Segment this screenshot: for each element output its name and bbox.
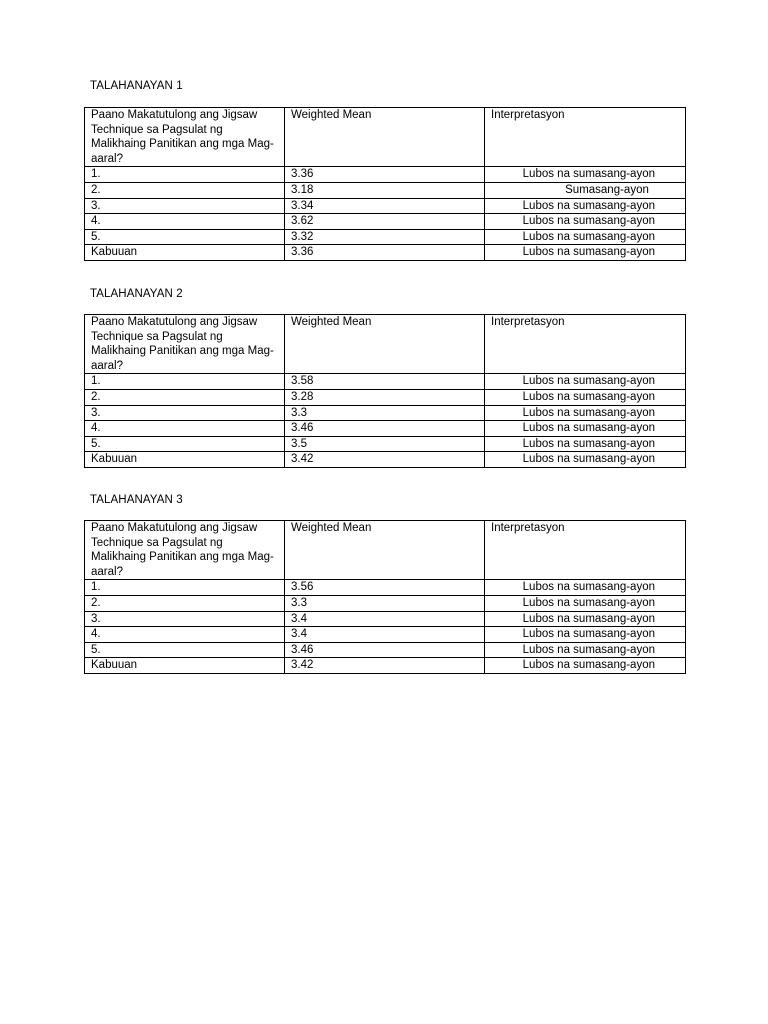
- row-interpretation: Lubos na sumasang-ayon: [485, 405, 686, 421]
- row-item: Kabuuan: [85, 452, 285, 468]
- row-item: 3.: [85, 405, 285, 421]
- header-question: Paano Makatutulong ang Jigsaw Technique sa Pagsulat ng Malikhaing Panitikan ang mga Mag-aaral?: [85, 315, 285, 374]
- row-interpretation: Lubos na sumasang-ayon: [485, 580, 686, 596]
- table-row: [85, 452, 686, 468]
- table-row: [85, 214, 686, 230]
- data-table: [84, 107, 686, 261]
- row-item: 1.: [85, 374, 285, 390]
- row-item: 4.: [85, 421, 285, 437]
- table-row: [85, 229, 686, 245]
- table-row: [85, 436, 686, 452]
- row-mean: 3.36: [285, 167, 485, 183]
- row-item: 5.: [85, 229, 285, 245]
- row-item: 2.: [85, 389, 285, 405]
- table-row: [85, 167, 686, 183]
- table-row: [85, 421, 686, 437]
- row-interpretation: Lubos na sumasang-ayon: [485, 436, 686, 452]
- table-row: [85, 580, 686, 596]
- table-row: [85, 611, 686, 627]
- row-mean: 3.34: [285, 198, 485, 214]
- row-mean: 3.36: [285, 245, 485, 261]
- row-mean: 3.42: [285, 658, 485, 674]
- row-interpretation: Lubos na sumasang-ayon: [485, 167, 686, 183]
- header-weighted-mean: Weighted Mean: [285, 108, 485, 167]
- table-row: [85, 182, 686, 198]
- header-interpretation: Interpretasyon: [485, 315, 686, 374]
- data-table: [84, 314, 686, 468]
- row-interpretation: Lubos na sumasang-ayon: [485, 229, 686, 245]
- row-mean: 3.56: [285, 580, 485, 596]
- table-title: TALAHANAYAN 2: [90, 288, 183, 300]
- row-interpretation: Lubos na sumasang-ayon: [485, 642, 686, 658]
- table-title: TALAHANAYAN 3: [90, 494, 183, 506]
- row-mean: 3.46: [285, 642, 485, 658]
- table-row: [85, 642, 686, 658]
- row-mean: 3.32: [285, 229, 485, 245]
- row-mean: 3.58: [285, 374, 485, 390]
- row-item: 4.: [85, 627, 285, 643]
- row-interpretation: Lubos na sumasang-ayon: [485, 198, 686, 214]
- row-item: Kabuuan: [85, 245, 285, 261]
- row-item: 2.: [85, 182, 285, 198]
- table-row: [85, 595, 686, 611]
- row-mean: 3.46: [285, 421, 485, 437]
- row-interpretation: Lubos na sumasang-ayon: [485, 245, 686, 261]
- row-interpretation: Lubos na sumasang-ayon: [485, 214, 686, 230]
- table-row: [85, 245, 686, 261]
- table-row: [85, 658, 686, 674]
- header-question: Paano Makatutulong ang Jigsaw Technique sa Pagsulat ng Malikhaing Panitikan ang mga Mag-aaral?: [85, 521, 285, 580]
- header-question: Paano Makatutulong ang Jigsaw Technique sa Pagsulat ng Malikhaing Panitikan ang mga Mag-aaral?: [85, 108, 285, 167]
- table-row: [85, 389, 686, 405]
- row-mean: 3.4: [285, 627, 485, 643]
- row-mean: 3.28: [285, 389, 485, 405]
- table-header-row: [85, 521, 686, 580]
- row-item: 5.: [85, 642, 285, 658]
- row-item: Kabuuan: [85, 658, 285, 674]
- table-row: [85, 405, 686, 421]
- row-item: 1.: [85, 580, 285, 596]
- table-row: [85, 627, 686, 643]
- row-mean: 3.3: [285, 405, 485, 421]
- row-item: 3.: [85, 611, 285, 627]
- row-mean: 3.5: [285, 436, 485, 452]
- row-mean: 3.42: [285, 452, 485, 468]
- row-interpretation: Lubos na sumasang-ayon: [485, 421, 686, 437]
- row-interpretation: Lubos na sumasang-ayon: [485, 658, 686, 674]
- data-table: [84, 520, 686, 674]
- row-item: 4.: [85, 214, 285, 230]
- row-mean: 3.62: [285, 214, 485, 230]
- table-header-row: [85, 315, 686, 374]
- row-item: 2.: [85, 595, 285, 611]
- row-item: 3.: [85, 198, 285, 214]
- table-header-row: [85, 108, 686, 167]
- header-interpretation: Interpretasyon: [485, 521, 686, 580]
- row-interpretation: Lubos na sumasang-ayon: [485, 611, 686, 627]
- row-mean: 3.18: [285, 182, 485, 198]
- row-interpretation: Lubos na sumasang-ayon: [485, 452, 686, 468]
- table-row: [85, 198, 686, 214]
- row-interpretation: Lubos na sumasang-ayon: [485, 627, 686, 643]
- header-weighted-mean: Weighted Mean: [285, 315, 485, 374]
- row-interpretation: Sumasang-ayon: [485, 182, 686, 198]
- row-interpretation: Lubos na sumasang-ayon: [485, 389, 686, 405]
- row-interpretation: Lubos na sumasang-ayon: [485, 374, 686, 390]
- row-item: 5.: [85, 436, 285, 452]
- row-item: 1.: [85, 167, 285, 183]
- row-interpretation: Lubos na sumasang-ayon: [485, 595, 686, 611]
- table-title: TALAHANAYAN 1: [90, 80, 183, 92]
- header-interpretation: Interpretasyon: [485, 108, 686, 167]
- row-mean: 3.4: [285, 611, 485, 627]
- table-row: [85, 374, 686, 390]
- header-weighted-mean: Weighted Mean: [285, 521, 485, 580]
- row-mean: 3.3: [285, 595, 485, 611]
